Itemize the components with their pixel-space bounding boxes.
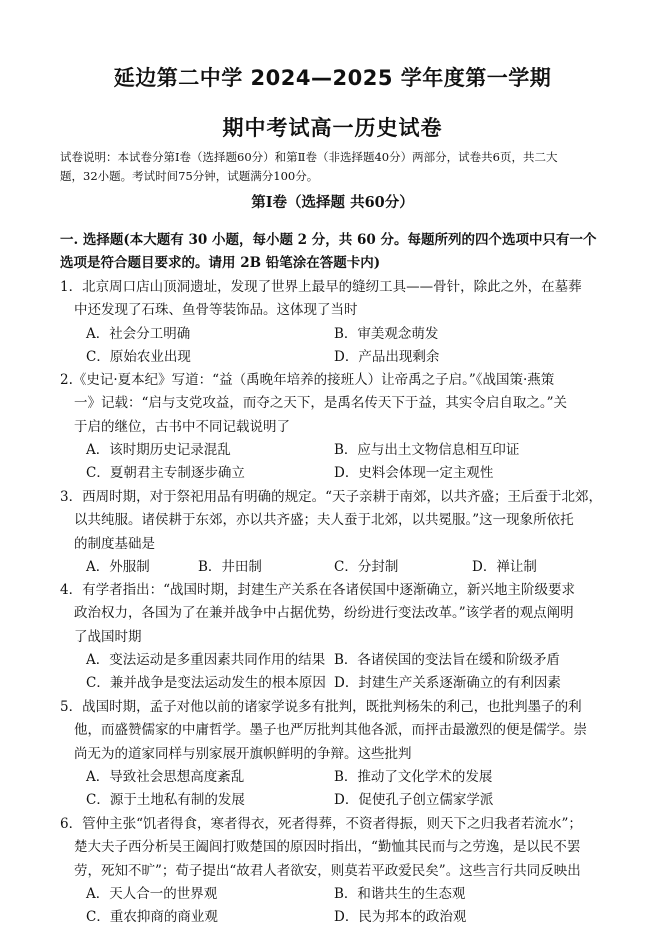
question-stem: 一》记载：“启与支党攻益，而夺之天下，是禹名传天下于益，其实令启自取之。”关	[74, 395, 568, 412]
option-b[interactable]: B．各诸侯国的变法旨在缓和阶级矛盾	[334, 651, 560, 668]
option-d[interactable]: D．民为邦本的政治观	[334, 909, 467, 926]
option-c[interactable]: C．源于土地私有制的发展	[86, 792, 245, 809]
question-stem: 1．北京周口店山顶洞遗址，发现了世界上最早的缝纫工具——骨针，除此之外，在墓葬	[60, 279, 582, 295]
question-stem: 3．西周时期，对于祭祀用品有明确的规定。“天子亲耕于南郊，以共齐盛；王后蚕于北郊，	[60, 489, 602, 505]
question-stem: 的制度基础是	[74, 535, 155, 552]
question-2	[60, 369, 612, 485]
question-stem: 劳，死知不旷”；荀子提出“故君人者欲安，则莫若平政爱民矣”。这些言行共同反映出	[74, 862, 581, 879]
option-c[interactable]: C．重农抑商的商业观	[86, 909, 218, 926]
exam-subtitle: 期中考试高一历史试卷	[222, 116, 443, 140]
exam-title: 延边第二中学 2024—2025 学年度第一学期	[113, 66, 552, 90]
question-stem: 以共纯服。诸侯耕于东郊，亦以共齐盛；夫人蚕于北郊，以共冕服。”这一现象所依托	[74, 512, 574, 529]
question-stem: 2.《史记·夏本纪》写道：“益（禹晚年培养的接班人）让帝禹之子启。”《战国策·燕策	[60, 372, 555, 388]
option-c[interactable]: C．夏朝君主专制逐步确立	[86, 465, 245, 482]
question-stem: 了战国时期	[74, 628, 142, 645]
instructions-line: 题，32小题。考试时间75分钟，试题满分100分。	[60, 169, 319, 183]
option-b[interactable]: B．推动了文化学术的发展	[334, 768, 493, 785]
section-intro	[60, 229, 612, 276]
question-stem: 于启的继位，古书中不同记载说明了	[74, 418, 290, 435]
question-stem: 尚无为的道家同样与别家展开旗帜鲜明的争辩。这些批判	[74, 745, 412, 762]
question-stem: 楚大夫子西分析吴王阖闾打败楚国的原因时指出，“勤恤其民而与之劳逸，是以民不罢	[74, 839, 581, 856]
option-b[interactable]: B．和谐共生的生态观	[334, 885, 466, 902]
question-3	[60, 486, 612, 579]
exam-instructions	[60, 148, 608, 186]
question-stem: 中还发现了石珠、鱼骨等装饰品。这体现了当时	[74, 302, 358, 319]
option-a[interactable]: A．社会分工明确	[86, 325, 191, 342]
section-title: 第Ⅰ卷（选择题 共60分）	[251, 194, 414, 211]
option-a[interactable]: A．变法运动是多重因素共同作用的结果	[86, 651, 326, 668]
question-5	[60, 696, 612, 812]
option-c[interactable]: C．原始农业出现	[86, 348, 191, 365]
option-b[interactable]: B．应与出土文物信息相互印证	[334, 441, 520, 458]
section-intro-line: 选项是符合题目要求的。请用 2B 铅笔涂在答题卡内)	[60, 255, 381, 272]
option-d[interactable]: D．禅让制	[472, 558, 537, 575]
question-stem: 他，而盛赞儒家的中庸哲学。墨子也严厉批判其他各派，而抨击最激烈的便是儒学。崇	[74, 722, 587, 739]
option-d[interactable]: D．产品出现剩余	[334, 348, 440, 365]
option-b[interactable]: B．审美观念萌发	[334, 325, 439, 342]
option-d[interactable]: D．史料会体现一定主观性	[334, 465, 494, 482]
option-a[interactable]: A．该时期历史记录混乱	[86, 441, 231, 458]
question-stem: 4．有学者指出：“战国时期，封建生产关系在各诸侯国中逐渐确立，新兴地主阶级要求	[60, 582, 575, 598]
question-stem: 6．管仲主张“饥者得食，寒者得衣，死者得葬，不资者得振，则天下之归我者若流水”；	[60, 816, 582, 832]
question-6	[60, 813, 612, 929]
section-intro-line: 一. 选择题(本大题有 30 小题，每小题 2 分，共 60 分。每题所列的四个选项中只有一个	[60, 232, 597, 248]
question-1	[60, 276, 612, 369]
option-a[interactable]: A．天人合一的世界观	[86, 885, 218, 902]
question-stem: 5．战国时期，孟子对他以前的诸家学说多有批判，既批判杨朱的利己，也批判墨子的利	[60, 699, 582, 715]
option-d[interactable]: D．促使孔子创立儒家学派	[334, 792, 494, 809]
option-a[interactable]: A．外服制	[86, 558, 150, 575]
question-4	[60, 579, 612, 695]
question-stem: 政治权力，各国为了在兼并战争中占据优势，纷纷进行变法改革。”该学者的观点阐明	[74, 605, 574, 622]
option-d[interactable]: D．封建生产关系逐渐确立的有利因素	[334, 675, 561, 692]
option-b[interactable]: B．井田制	[198, 558, 262, 575]
option-a[interactable]: A．导致社会思想高度紊乱	[86, 768, 245, 785]
option-c[interactable]: C．分封制	[334, 558, 399, 575]
option-c[interactable]: C．兼并战争是变法运动发生的根本原因	[86, 675, 326, 692]
instructions-line: 试卷说明：本试卷分第Ⅰ卷（选择题60分）和第Ⅱ卷（非选择题40分）两部分，试卷共6页，共二大	[60, 150, 558, 164]
